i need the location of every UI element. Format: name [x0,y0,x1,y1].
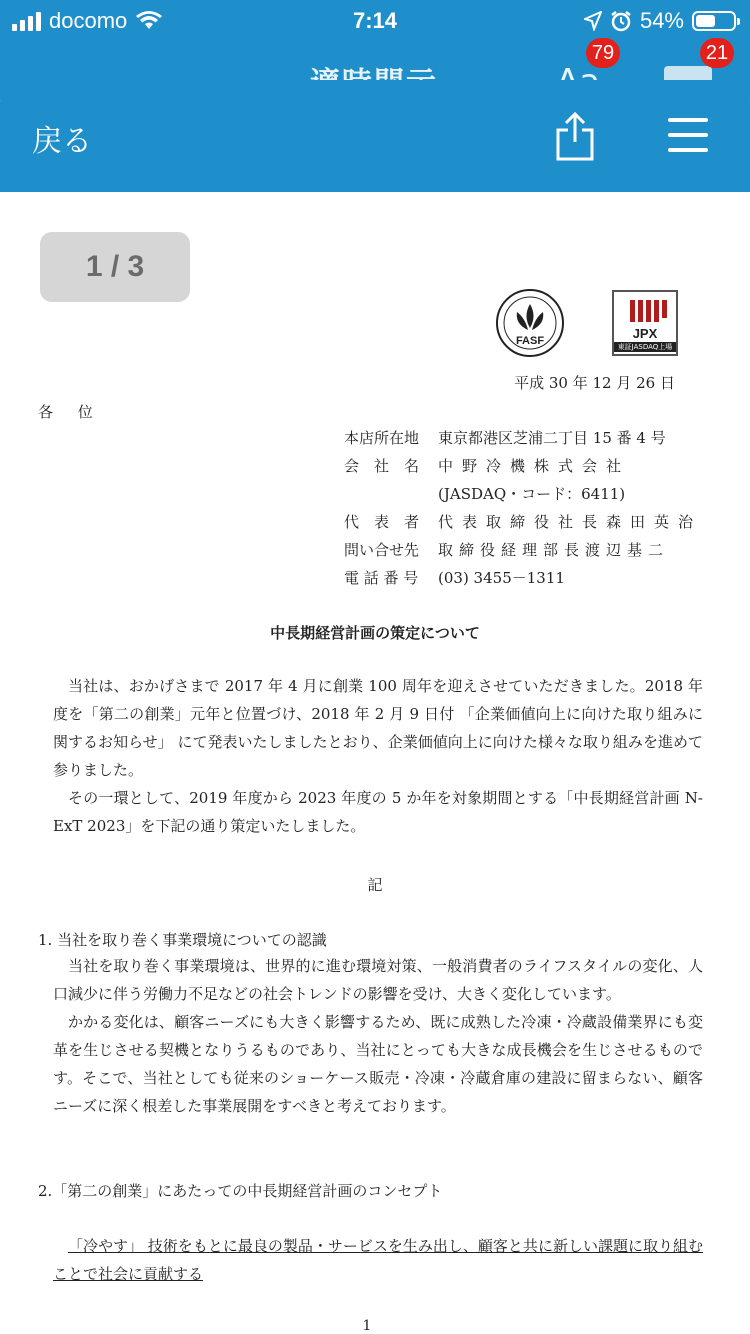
battery-icon [692,11,736,31]
info-label [344,480,438,508]
fasf-logo-text: FASF [515,335,545,347]
fasf-logo [495,288,565,358]
status-right [584,8,736,34]
info-row [344,480,702,508]
viewer-header [0,80,750,192]
carrier-label: docomo [49,8,128,33]
section-1-heading: 1. 当社を取り巻く事業環境についての認識 [38,931,327,949]
info-row [344,452,702,480]
info-value: 中野冷機株式会社 [438,457,631,475]
info-label: 問い合せ先 [344,541,420,559]
jpx-logo-sub: 東証JASDAQ上場 [614,342,676,352]
intro-paragraph: その一環として、2019 年度から 2023 年度の 5 か年を対象期間とする「中長期経営計画 N-ExT 2023」を下記の通り策定いたしました。 [53,789,703,835]
back-button[interactable]: 戻る [32,116,92,160]
info-value: 東京都港区芝浦二丁目 15 番 4 号 [438,429,666,447]
status-bar [0,0,750,40]
document-page[interactable] [0,192,750,1334]
status-time: 7:14 [352,8,398,33]
battery-percent: 54% [639,8,684,33]
notification-badge-b: 21 [700,38,734,68]
notification-badge-a: 79 [586,38,620,68]
info-row [344,508,702,536]
info-label: 電 話 番 号 [344,569,419,587]
info-value: 取締役経理部長渡辺基二 [438,541,670,559]
info-value: (03) 3455－1311 [438,569,565,587]
info-value: (JASDAQ・コード：6411) [438,485,626,503]
jpx-logo-text: JPX [632,326,658,341]
location-arrow-icon [584,11,602,31]
concept-statement: 「冷やす」 技術をもとに最良の製品・サービスを生み出し、顧客と共に新しい課題に取り組むことで社会に貢献する [53,1237,703,1283]
document-date: 平成 30 年 12 月 26 日 [514,374,675,392]
page-number: 1 [362,1318,372,1334]
intro-section [53,672,703,840]
info-label: 会 社 名 [344,457,420,475]
section-1-body [53,952,703,1120]
company-info [344,424,702,592]
document-title: 中長期経営計画の策定について [270,624,480,642]
share-icon[interactable] [552,110,598,162]
jpx-logo [612,290,678,356]
section-2-heading: 2.「第二の創業」にあたっての中長期経営計画のコンセプト [38,1182,443,1200]
alarm-icon [610,10,632,32]
section-1-paragraph: かかる変化は、顧客ニーズにも大きく影響するため、既に成熟した冷凍・冷蔵設備業界にも変革を生じさせる契機となりうるものであり、当社にとっても大きな成長機会を生じさせるものです。そこで、当社としても従来のショーケース販売・冷凍・冷蔵倉庫の建設に留まらない、顧客ニーズに深く根差した事業展開をすべきと考えております。 [53,1013,703,1115]
info-row [344,564,702,592]
intro-paragraph: 当社は、おかげさまで 2017 年 4 月に創業 100 周年を迎えさせていただきました。2018 年度を「第二の創業」元年と位置づけ、2018 年 2 月 9 日付 「企業価値向上に向けた取り組みに関するお知らせ」 にて発表いたしましたとおり、企業価値向上に向けた様々な取り組みを進めて参りました。 [53,677,703,779]
section-1-paragraph: 当社を取り巻く事業環境は、世界的に進む環境対策、一般消費者のライフスタイルの変化、人口減少に伴う労働力不足などの社会トレンドの影響を受け、大きく変化しています。 [53,957,703,1003]
page-indicator: 1 / 3 [40,232,190,302]
ki-marker: 記 [367,876,383,894]
menu-icon[interactable] [668,118,708,152]
info-label: 代 表 者 [344,513,420,531]
info-value: 代表取締役社長森田英治 [438,513,703,531]
addressee: 各 位 [38,403,103,421]
info-row [344,424,702,452]
info-row [344,536,702,564]
info-label: 本店所在地 [344,429,420,447]
